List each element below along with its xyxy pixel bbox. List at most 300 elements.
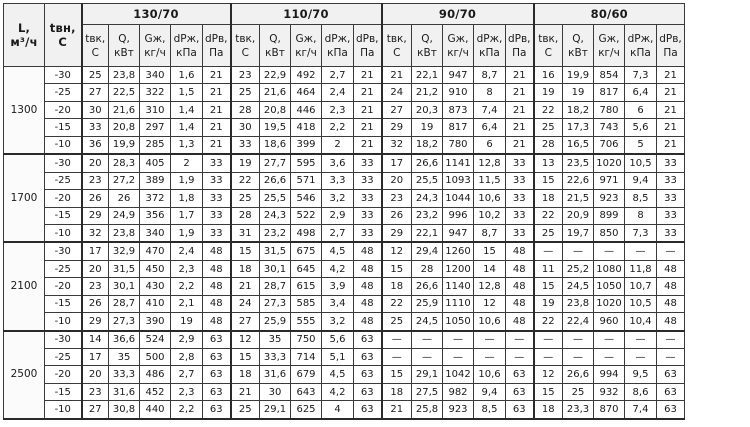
value-cell: 25,5: [260, 190, 291, 207]
value-cell: 19: [412, 119, 443, 136]
value-cell: 48: [354, 313, 382, 331]
value-cell: 7,3: [625, 224, 657, 242]
value-cell: 1020: [594, 295, 625, 312]
value-cell: 33: [506, 154, 534, 172]
value-cell: 21: [231, 383, 260, 400]
value-cell: 21: [203, 84, 231, 101]
value-cell: 8,7: [474, 224, 506, 242]
value-cell: 492: [291, 67, 322, 84]
value-cell: 5,6: [625, 119, 657, 136]
value-cell: 22,1: [412, 67, 443, 84]
value-cell: 21: [506, 84, 534, 101]
value-cell: 21,2: [412, 84, 443, 101]
value-cell: 2,7: [322, 67, 354, 84]
value-cell: —: [534, 331, 563, 349]
value-cell: 32: [382, 136, 412, 154]
value-cell: 2,3: [171, 383, 203, 400]
value-cell: 2,2: [171, 401, 203, 419]
value-cell: 27,2: [109, 172, 140, 189]
value-cell: 21,6: [260, 84, 291, 101]
value-cell: 10,5: [625, 295, 657, 312]
value-cell: 27,3: [260, 295, 291, 312]
value-cell: 26: [82, 295, 109, 312]
value-cell: 817: [443, 119, 474, 136]
value-cell: 2,7: [171, 366, 203, 383]
value-cell: 850: [594, 224, 625, 242]
value-cell: 21: [203, 67, 231, 84]
value-cell: 12: [474, 295, 506, 312]
value-cell: 29: [82, 207, 109, 224]
airflow-cell: 2100: [4, 242, 45, 330]
value-cell: 19: [231, 154, 260, 172]
value-cell: 21,6: [109, 101, 140, 118]
value-cell: 19,7: [563, 224, 594, 242]
value-cell: 36,6: [109, 331, 140, 349]
value-cell: 15: [382, 260, 412, 277]
value-cell: —: [534, 242, 563, 260]
group-header-80-60: 80/60: [534, 4, 685, 25]
value-cell: 22,6: [563, 172, 594, 189]
inlet-temp-cell: -15: [45, 119, 82, 136]
value-cell: —: [657, 242, 685, 260]
value-cell: —: [625, 331, 657, 349]
value-cell: —: [594, 349, 625, 366]
value-cell: —: [594, 242, 625, 260]
value-cell: 932: [594, 383, 625, 400]
value-cell: 28,7: [109, 295, 140, 312]
value-cell: 15: [231, 349, 260, 366]
value-cell: 10,7: [625, 278, 657, 295]
value-cell: 25,2: [563, 260, 594, 277]
value-cell: 6: [474, 136, 506, 154]
group-header-90-70: 90/70: [382, 4, 534, 25]
value-cell: 22: [231, 172, 260, 189]
value-cell: 48: [354, 278, 382, 295]
value-cell: 8: [625, 207, 657, 224]
value-cell: 18: [382, 278, 412, 295]
value-cell: —: [625, 242, 657, 260]
value-cell: 1,7: [171, 207, 203, 224]
value-cell: 26,6: [260, 172, 291, 189]
value-cell: 33: [657, 154, 685, 172]
value-cell: 8,5: [474, 401, 506, 419]
value-cell: 1,9: [171, 172, 203, 189]
value-cell: 8,7: [474, 67, 506, 84]
airflow-cell: 1300: [4, 67, 45, 155]
value-cell: 31,6: [109, 383, 140, 400]
value-cell: 13: [534, 154, 563, 172]
value-cell: 29: [382, 119, 412, 136]
value-cell: 571: [291, 172, 322, 189]
value-cell: 4,2: [322, 383, 354, 400]
value-cell: 18,2: [563, 101, 594, 118]
value-cell: 3,9: [322, 278, 354, 295]
value-cell: 33: [203, 224, 231, 242]
value-cell: 32: [82, 224, 109, 242]
table-wrapper: [3, 3, 685, 420]
value-cell: 5,1: [322, 349, 354, 366]
table-row: [4, 278, 685, 295]
value-cell: 2,2: [171, 278, 203, 295]
value-cell: 33: [354, 154, 382, 172]
param-header: Gж, кг/ч: [291, 25, 322, 67]
value-cell: 22,1: [412, 224, 443, 242]
value-cell: 48: [506, 260, 534, 277]
value-cell: —: [412, 349, 443, 366]
value-cell: 33: [354, 207, 382, 224]
value-cell: 1,9: [171, 224, 203, 242]
value-cell: 23,5: [563, 154, 594, 172]
value-cell: 2,8: [171, 349, 203, 366]
value-cell: 33: [82, 119, 109, 136]
value-cell: 418: [291, 119, 322, 136]
airflow-cell: 2500: [4, 331, 45, 419]
table-row: [4, 119, 685, 136]
value-cell: 2,1: [171, 295, 203, 312]
value-cell: 27: [82, 401, 109, 419]
value-cell: 15: [534, 172, 563, 189]
value-cell: 25,5: [412, 172, 443, 189]
table-row: [4, 313, 685, 331]
param-header: dPж, кПа: [322, 25, 354, 67]
value-cell: 1,4: [171, 119, 203, 136]
value-cell: 3,4: [322, 295, 354, 312]
table-row: [4, 383, 685, 400]
value-cell: 23: [82, 383, 109, 400]
value-cell: 873: [443, 101, 474, 118]
value-cell: 23: [82, 172, 109, 189]
value-cell: 30: [231, 119, 260, 136]
value-cell: 21: [354, 119, 382, 136]
value-cell: 21: [382, 67, 412, 84]
value-cell: 2,4: [322, 84, 354, 101]
param-header: dPж, кПа: [625, 25, 657, 67]
param-header: Q, кВт: [260, 25, 291, 67]
value-cell: 18: [231, 366, 260, 383]
value-cell: 33,3: [109, 366, 140, 383]
value-cell: 31,5: [260, 242, 291, 260]
value-cell: 679: [291, 366, 322, 383]
value-cell: 2,9: [171, 331, 203, 349]
table-row: [4, 172, 685, 189]
value-cell: 7,3: [625, 67, 657, 84]
value-cell: 1140: [443, 278, 474, 295]
value-cell: 17: [82, 242, 109, 260]
value-cell: 9,4: [625, 172, 657, 189]
value-cell: 32,9: [109, 242, 140, 260]
value-cell: 399: [291, 136, 322, 154]
value-cell: 3,6: [322, 154, 354, 172]
value-cell: 63: [203, 331, 231, 349]
value-cell: 48: [506, 242, 534, 260]
value-cell: 20,8: [260, 101, 291, 118]
value-cell: —: [382, 331, 412, 349]
value-cell: 48: [657, 313, 685, 331]
value-cell: 24,5: [412, 313, 443, 331]
value-cell: 28: [534, 136, 563, 154]
value-cell: 29,4: [412, 242, 443, 260]
table-row: [4, 331, 685, 349]
value-cell: —: [594, 331, 625, 349]
value-cell: 31,5: [109, 260, 140, 277]
inlet-temp-cell: -30: [45, 154, 82, 172]
value-cell: 340: [140, 67, 171, 84]
value-cell: 960: [594, 313, 625, 331]
value-cell: —: [474, 349, 506, 366]
value-cell: 18: [382, 383, 412, 400]
value-cell: 23,8: [563, 295, 594, 312]
value-cell: 19: [534, 295, 563, 312]
value-cell: 63: [203, 401, 231, 419]
value-cell: 27: [231, 313, 260, 331]
value-cell: 5,6: [322, 331, 354, 349]
value-cell: 340: [140, 224, 171, 242]
value-cell: 16: [534, 67, 563, 84]
value-cell: 870: [594, 401, 625, 419]
value-cell: 19,9: [109, 136, 140, 154]
value-cell: 2,2: [322, 119, 354, 136]
value-cell: 21: [506, 101, 534, 118]
value-cell: 743: [594, 119, 625, 136]
table-row: [4, 242, 685, 260]
value-cell: 63: [657, 366, 685, 383]
value-cell: 20: [82, 260, 109, 277]
table-row: [4, 401, 685, 419]
table-row: [4, 67, 685, 84]
value-cell: 28: [231, 207, 260, 224]
param-header: Q, кВт: [563, 25, 594, 67]
value-cell: 4: [322, 401, 354, 419]
value-cell: 22,9: [260, 67, 291, 84]
inlet-temp-cell: -10: [45, 313, 82, 331]
value-cell: —: [563, 331, 594, 349]
value-cell: 21: [506, 136, 534, 154]
value-cell: —: [382, 349, 412, 366]
value-cell: 8,6: [625, 383, 657, 400]
value-cell: 21: [506, 119, 534, 136]
value-cell: 30: [82, 101, 109, 118]
value-cell: 26,6: [563, 366, 594, 383]
header-row-groups: [4, 4, 685, 25]
value-cell: 15: [534, 278, 563, 295]
value-cell: 3,2: [322, 190, 354, 207]
value-cell: 446: [291, 101, 322, 118]
value-cell: 2,7: [322, 224, 354, 242]
value-cell: 19: [171, 313, 203, 331]
value-cell: 546: [291, 190, 322, 207]
value-cell: 947: [443, 224, 474, 242]
value-cell: 48: [506, 278, 534, 295]
inlet-temp-cell: -20: [45, 278, 82, 295]
value-cell: 30,1: [260, 260, 291, 277]
value-cell: 2,9: [322, 207, 354, 224]
param-header: Gж, кг/ч: [443, 25, 474, 67]
value-cell: 22,5: [109, 84, 140, 101]
value-cell: 20: [82, 154, 109, 172]
inlet-temp-cell: -25: [45, 349, 82, 366]
table-row: [4, 224, 685, 242]
value-cell: 23: [82, 278, 109, 295]
value-cell: 48: [506, 313, 534, 331]
value-cell: 17: [82, 349, 109, 366]
value-cell: 780: [443, 136, 474, 154]
value-cell: 2,3: [171, 260, 203, 277]
value-cell: 1,5: [171, 84, 203, 101]
value-cell: 22: [382, 295, 412, 312]
value-cell: 12,8: [474, 154, 506, 172]
value-cell: 33: [354, 224, 382, 242]
value-cell: —: [657, 349, 685, 366]
value-cell: 25: [231, 84, 260, 101]
table-row: [4, 260, 685, 277]
value-cell: 585: [291, 295, 322, 312]
param-header: tвк, С: [534, 25, 563, 67]
table-row: [4, 349, 685, 366]
value-cell: 1,4: [171, 101, 203, 118]
value-cell: 28,7: [260, 278, 291, 295]
value-cell: 2: [171, 154, 203, 172]
inlet-temp-cell: -15: [45, 383, 82, 400]
value-cell: 10,6: [474, 366, 506, 383]
value-cell: 63: [354, 383, 382, 400]
value-cell: 452: [140, 383, 171, 400]
value-cell: 11: [534, 260, 563, 277]
inlet-temp-cell: -15: [45, 207, 82, 224]
value-cell: 1,8: [171, 190, 203, 207]
param-header: tвк, С: [382, 25, 412, 67]
value-cell: 21: [657, 136, 685, 154]
value-cell: 15: [534, 383, 563, 400]
value-cell: 20,8: [109, 119, 140, 136]
value-cell: 27,5: [412, 383, 443, 400]
table-row: [4, 154, 685, 172]
value-cell: 21: [506, 67, 534, 84]
value-cell: 26,6: [412, 278, 443, 295]
value-cell: 36: [82, 136, 109, 154]
inlet-temp-cell: -10: [45, 224, 82, 242]
value-cell: 1260: [443, 242, 474, 260]
value-cell: 1200: [443, 260, 474, 277]
value-cell: 6,4: [474, 119, 506, 136]
param-header: tвк, С: [231, 25, 260, 67]
inlet-temp-cell: -25: [45, 172, 82, 189]
value-cell: 982: [443, 383, 474, 400]
value-cell: 48: [203, 242, 231, 260]
value-cell: 21: [231, 278, 260, 295]
value-cell: 63: [203, 349, 231, 366]
value-cell: 947: [443, 67, 474, 84]
value-cell: 450: [140, 260, 171, 277]
value-cell: 25: [231, 190, 260, 207]
value-cell: 25,8: [412, 401, 443, 419]
value-cell: 48: [203, 278, 231, 295]
inlet-temp-cell: -10: [45, 401, 82, 419]
airflow-cell: 1700: [4, 154, 45, 242]
table-row: [4, 295, 685, 312]
value-cell: 15: [474, 242, 506, 260]
param-header: dPв, Па: [203, 25, 231, 67]
value-cell: 21: [354, 84, 382, 101]
value-cell: 20: [82, 366, 109, 383]
value-cell: 48: [657, 260, 685, 277]
value-cell: 22: [534, 207, 563, 224]
value-cell: 1,3: [171, 136, 203, 154]
value-cell: 1042: [443, 366, 474, 383]
value-cell: 33: [657, 207, 685, 224]
value-cell: 996: [443, 207, 474, 224]
value-cell: 7,4: [474, 101, 506, 118]
value-cell: 1080: [594, 260, 625, 277]
value-cell: 48: [657, 295, 685, 312]
value-cell: 405: [140, 154, 171, 172]
inlet-temp-cell: -30: [45, 67, 82, 84]
value-cell: 2,3: [322, 101, 354, 118]
value-cell: 8,5: [625, 190, 657, 207]
value-cell: —: [563, 349, 594, 366]
value-cell: 21: [354, 136, 382, 154]
param-header: dPж, кПа: [171, 25, 203, 67]
value-cell: 24,3: [260, 207, 291, 224]
value-cell: 12,8: [474, 278, 506, 295]
inlet-temp-cell: -30: [45, 331, 82, 349]
value-cell: 310: [140, 101, 171, 118]
value-cell: 33: [657, 172, 685, 189]
value-cell: 706: [594, 136, 625, 154]
value-cell: 389: [140, 172, 171, 189]
value-cell: —: [474, 331, 506, 349]
value-cell: 23: [382, 190, 412, 207]
value-cell: 522: [291, 207, 322, 224]
value-cell: 14: [474, 260, 506, 277]
value-cell: 25: [534, 224, 563, 242]
value-cell: 63: [354, 366, 382, 383]
table-row: [4, 136, 685, 154]
value-cell: —: [657, 331, 685, 349]
value-cell: 63: [506, 383, 534, 400]
value-cell: 10,6: [474, 313, 506, 331]
value-cell: 48: [506, 295, 534, 312]
value-cell: 28: [231, 101, 260, 118]
value-cell: 714: [291, 349, 322, 366]
value-cell: 35: [109, 349, 140, 366]
value-cell: 25: [382, 313, 412, 331]
value-cell: 63: [657, 383, 685, 400]
value-cell: 19: [534, 84, 563, 101]
value-cell: 35: [260, 331, 291, 349]
value-cell: 17: [382, 154, 412, 172]
param-header: dPж, кПа: [474, 25, 506, 67]
value-cell: 9,4: [474, 383, 506, 400]
value-cell: 23: [231, 67, 260, 84]
value-cell: 322: [140, 84, 171, 101]
param-header: dPв, Па: [506, 25, 534, 67]
value-cell: 10,2: [474, 207, 506, 224]
inlet-temp-cell: -25: [45, 260, 82, 277]
value-cell: 21: [354, 101, 382, 118]
value-cell: 10,5: [625, 154, 657, 172]
value-cell: 16,5: [563, 136, 594, 154]
value-cell: 750: [291, 331, 322, 349]
value-cell: 48: [203, 295, 231, 312]
value-cell: 27,3: [109, 313, 140, 331]
value-cell: 33: [506, 224, 534, 242]
value-cell: 21: [657, 119, 685, 136]
value-cell: 1093: [443, 172, 474, 189]
value-cell: 285: [140, 136, 171, 154]
value-cell: 390: [140, 313, 171, 331]
value-cell: —: [412, 331, 443, 349]
value-cell: 25: [82, 67, 109, 84]
